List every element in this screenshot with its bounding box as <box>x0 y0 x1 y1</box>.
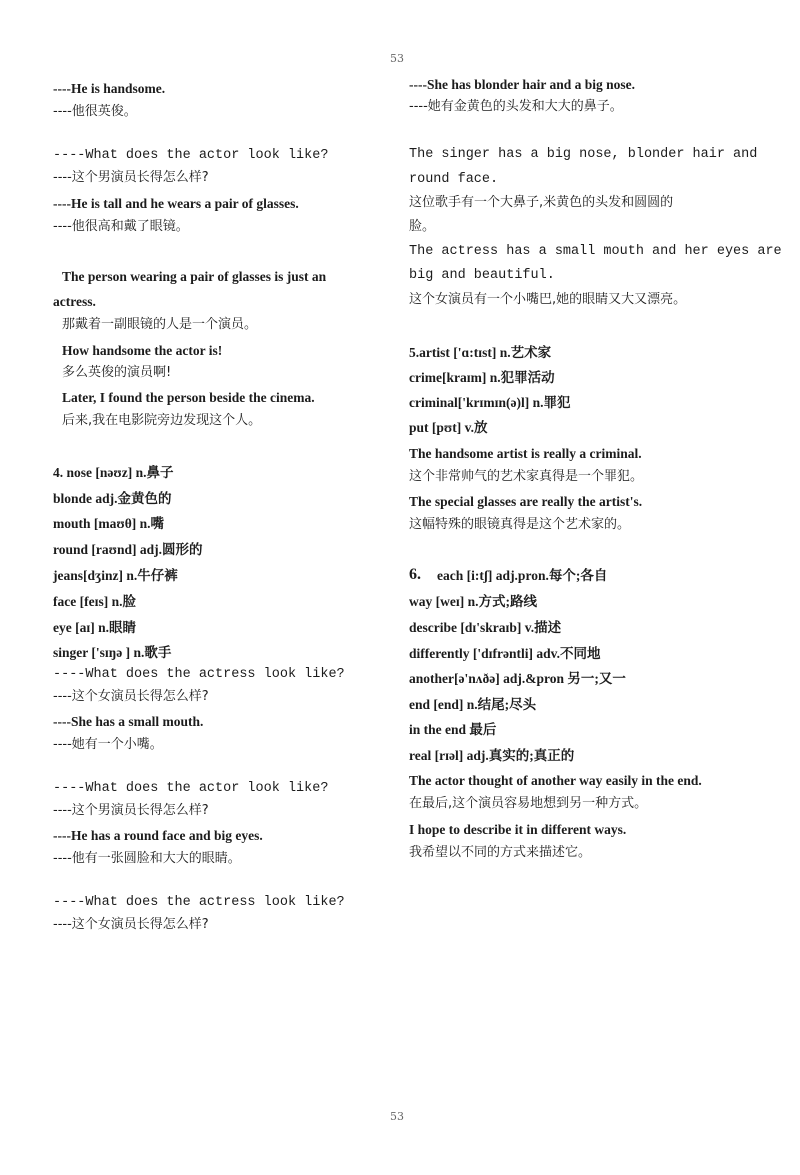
dialogue-line: ----What does the actor look like? <box>53 148 329 163</box>
sentence-line: round face. <box>409 172 499 187</box>
sentence-line: The handsome artist is really a criminal. <box>409 446 642 461</box>
vocab-item: put [pʊt] v.放 <box>409 420 488 435</box>
vocab-heading: 5.artist ['ɑ:tɪst] n.艺术家 <box>409 345 552 360</box>
dialogue-line: ----He has a round face and big eyes. <box>53 828 263 843</box>
sentence-line: I hope to describe it in different ways. <box>409 822 627 837</box>
dialogue-line: ----He is tall and he wears a pair of glasses. <box>53 196 299 211</box>
sentence-line: The person wearing a pair of glasses is just an <box>62 269 327 284</box>
dialogue-line: ----He is handsome. <box>53 81 166 96</box>
dialogue-line: ----She has blonder hair and a big nose. <box>409 77 636 92</box>
sentence-line: How handsome the actor is! <box>62 343 223 358</box>
translation-line: 这个非常帅气的艺术家真得是一个罪犯。 <box>409 469 644 484</box>
dialogue-line: ----What does the actor look like? <box>53 781 329 796</box>
translation-line: 多么英俊的演员啊! <box>62 365 172 380</box>
sentence-line: big and beautiful. <box>409 268 555 283</box>
vocab-item: mouth [maʊθ] n.嘴 <box>53 516 165 531</box>
translation-line: ----这个男演员长得怎么样? <box>53 170 209 185</box>
vocab-item: each [i:tʃ] adj.pron.每个;各自 <box>437 568 608 583</box>
translation-line: ----他很英俊。 <box>53 104 137 119</box>
translation-line: ----她有金黄色的头发和大大的鼻子。 <box>409 99 623 114</box>
translation-line: 这位歌手有一个大鼻子,米黄色的头发和圆圆的 <box>409 195 674 210</box>
vocab-item: describe [dɪ'skraɪb] v.描述 <box>409 620 562 635</box>
vocab-item: eye [aɪ] n.眼睛 <box>53 620 136 635</box>
translation-line: 后来,我在电影院旁边发现这个人。 <box>62 413 262 428</box>
sentence-line: actress. <box>53 294 96 309</box>
translation-line: 那戴着一副眼镜的人是一个演员。 <box>62 317 258 332</box>
vocab-heading-number: 6. <box>409 566 421 583</box>
vocab-item: way [weɪ] n.方式;路线 <box>409 594 537 609</box>
vocab-heading: 4. nose [nəʊz] n.鼻子 <box>53 465 174 480</box>
translation-line: 这个女演员有一个小嘴巴,她的眼睛又大又漂亮。 <box>409 292 687 307</box>
page-number-bottom: 53 <box>390 1110 404 1123</box>
sentence-line: The singer has a big nose, blonder hair and <box>409 147 758 162</box>
translation-line: 我希望以不同的方式来描述它。 <box>409 845 592 860</box>
sentence-line: The actress has a small mouth and her eyes are <box>409 244 782 259</box>
translation-line: ----他很高和戴了眼镜。 <box>53 219 189 234</box>
sentence-line: The actor thought of another way easily in the end. <box>409 773 702 788</box>
translation-line: ----她有一个小嘴。 <box>53 737 163 752</box>
vocab-item: end [end] n.结尾;尽头 <box>409 697 537 712</box>
sentence-line: The special glasses are really the artist's. <box>409 494 643 509</box>
vocab-item: criminal['krɪmɪn(ə)l] n.罪犯 <box>409 395 571 410</box>
page-number-top: 53 <box>390 52 404 65</box>
dialogue-line: ----What does the actress look like? <box>53 895 345 910</box>
translation-line: ----这个男演员长得怎么样? <box>53 803 209 818</box>
vocab-item: in the end 最后 <box>409 722 497 737</box>
vocab-item: round [raʊnd] adj.圆形的 <box>53 542 203 557</box>
vocab-item: singer ['sɪŋə ] n.歌手 <box>53 645 172 660</box>
translation-line: ----这个女演员长得怎么样? <box>53 689 209 704</box>
translation-line: ----这个女演员长得怎么样? <box>53 917 209 932</box>
dialogue-line: ----She has a small mouth. <box>53 714 204 729</box>
translation-line: 这幅特殊的眼镜真得是这个艺术家的。 <box>409 517 631 532</box>
dialogue-line: ----What does the actress look like? <box>53 667 345 682</box>
vocab-item: blonde adj.金黄色的 <box>53 491 172 506</box>
vocab-item: differently ['dɪfrəntli] adv.不同地 <box>409 646 601 661</box>
translation-line: ----他有一张圆脸和大大的眼睛。 <box>53 851 241 866</box>
vocab-item: crime[kraɪm] n.犯罪活动 <box>409 370 555 385</box>
vocab-item: another[ə'nʌðə] adj.&pron 另一;又一 <box>409 671 626 686</box>
vocab-item: real [rɪəl] adj.真实的;真正的 <box>409 748 575 763</box>
vocab-item: face [feɪs] n.脸 <box>53 594 136 609</box>
sentence-line: Later, I found the person beside the cinema. <box>62 390 315 405</box>
translation-line: 在最后,这个演员容易地想到另一种方式。 <box>409 796 648 811</box>
translation-line: 脸。 <box>409 219 436 234</box>
vocab-item: jeans[dʒinz] n.牛仔裤 <box>53 568 178 583</box>
